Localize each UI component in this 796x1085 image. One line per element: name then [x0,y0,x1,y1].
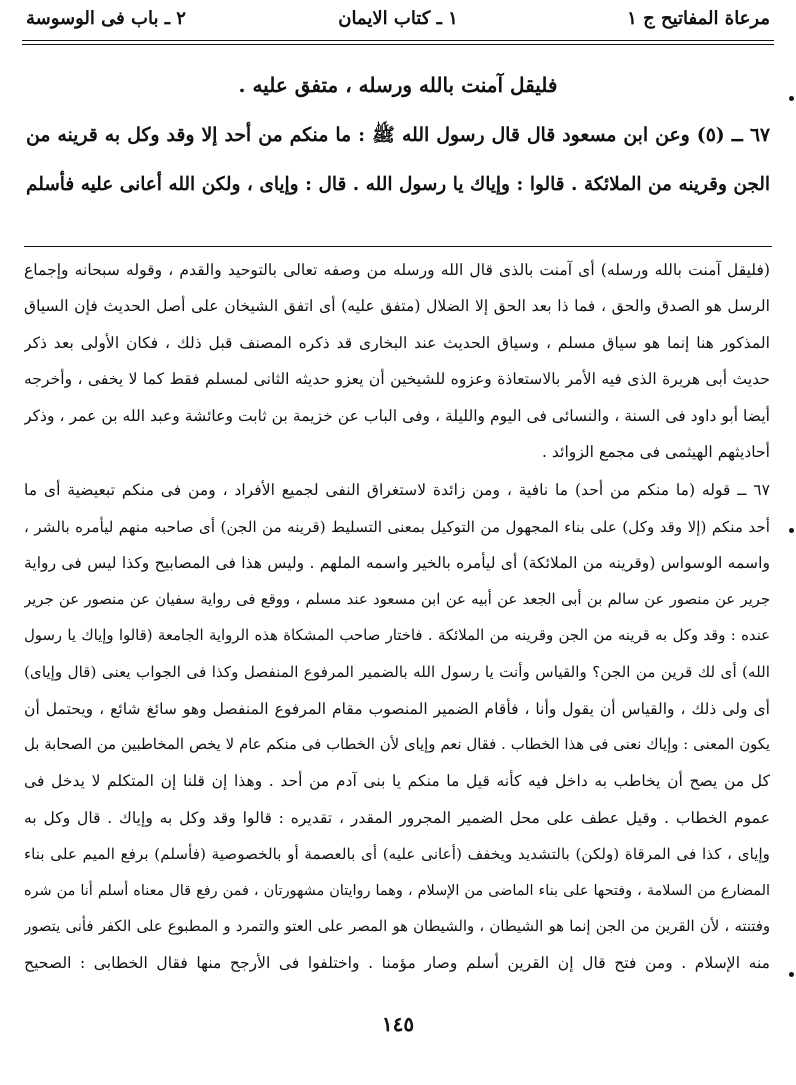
header-book-title: مرعاة المفاتيح ج ١ [627,8,770,29]
commentary-line: المضارع من السلامة ، وفتحها على بناء الماضى من الإسلام ، وهما روايتان مشهورتان ، فمن رفع قال معناه أسلم أنا من شره [24,882,770,899]
commentary-paragraph-1 [24,252,770,470]
commentary-line: وإياى ، كذا فى المرقاة (ولكن) بالتشديد ويخفف (أعانى عليه) أى بالعصمة أو بالخصوصية (فأسلم) برفع الميم على بناء [24,845,770,864]
separator-rule [24,246,772,247]
commentary-line: المذكور هنا إنما هو سياق مسلم ، وسياق الحديث عند البخارى قد ذكره المصنف قبل ذلك ، فكان الأولى بعد ذكر [24,333,770,352]
commentary-line: عنده : وقد وكل به قرينه من الجن وقرينه من الملائكة . فاختار صاحب المشكاة هذه الرواية الجامعة (قالوا وإياك يا رسول [24,626,770,644]
header-section: ٢ ـ باب فى الوسوسة [26,8,186,29]
commentary-line: منه الإسلام . ومن فتح قال إن القرين أسلم وصار مؤمنا . واختلفوا فى الأرجح منها فقال الخطابى : الصحيح [24,954,770,973]
header-rule-thick [22,40,774,41]
commentary-line: عموم الخطاب . وقيل عطف على محل الضمير المجرور المقدر ، تقديره : قالوا وقد وكل به وإياك . قال وكل به [24,808,770,827]
commentary [24,252,770,982]
commentary-line: وفتنته ، لأن القرين من الجن إنما هو الشيطان ، والشيطان هو المصر على العتو والتمرد و المطبوع على الكفر فأنى يتصور [24,918,770,936]
commentary-line: أيضا أبو داود فى السنة ، والنسائى فى اليوم والليلة ، وفى الباب عن خزيمة بن ثابت وعائشة وعبد الله بن عمر ، وذكر [24,406,770,425]
matn-line-2: ٦٧ ــ (٥) وعن ابن مسعود قال قال رسول الله ﷺ : ما منكم من أحد إلا وقد وكل به قرينه من [26,124,770,146]
margin-mark [789,96,794,101]
commentary-line: (فليقل آمنت بالله ورسله) أى آمنت بالذى قال الله ورسله من وصفه تعالى بالتوحيد والقدم ، وقوله سبحانه وإجماع [24,261,770,279]
margin-mark [789,972,794,977]
commentary-line: حديث أبى هريرة الذى فيه الأمر بالاستعاذة وعزوه للشيخين أن يعزو حديثه الثانى لمسلم فقط كما لا يخفى ، وأخرجه [24,370,770,389]
commentary-line: أى ولى ذلك ، والقياس أن يقول وأنا ، فأقام الضمير المنصوب مقام المرفوع المنفصل وهو سائغ شائع ، ويحتمل أن [24,699,770,718]
commentary-line: كل من يصح أن يخاطب به داخل فيه كأنه قيل ما منكم يا بنى آدم من أحد . وهذا إن قلنا إن المتكلم لا يدخل فى [24,772,770,791]
running-header [22,6,774,36]
commentary-line: يكون المعنى : وإياك نعنى فى هذا الخطاب . فقال نعم وإياى لأن الخطاب فى منكم عام لا يخص المخاطبين من الصحابة بل [24,736,770,754]
matn-line-1: فليقل آمنت بالله ورسله ، متفق عليه . [238,73,558,97]
commentary-line: أحد منكم (إلا وقد وكل) على بناء المجهول من التوكيل بمعنى التسليط (قرينه من الجن) أى صاحبه منهم ليأمره بالشر ، [24,517,770,536]
commentary-line: الله) أى لك قرين من الجن؟ والقياس وأنت يا رسول الله بالضمير المرفوع المنفصل وكذا فى الجواب يعنى (قال وإياى) [24,663,770,682]
commentary-paragraph-2 [24,472,770,981]
commentary-line: واسمه الوسواس (وقرينه من الملائكة) أى ليأمره بالخير واسمه الملهم . وليس هذا فى المصابيح وكذا ليس فى رواية [24,554,770,573]
commentary-line: ٦٧ ــ قوله (ما منكم من أحد) ما نافية ، ومن زائدة لاستغراق النفى لجميع الأفراد ، ومن فى منكم تبعيضية أى ما [24,481,770,500]
hadith-text [26,60,770,210]
matn-line-3: الجن وقرينه من الملائكة . قالوا : وإياك يا رسول الله . قال : وإياى ، ولكن الله أعانى عليه فأسلم [26,174,770,195]
header-chapter: ١ ـ كتاب الايمان [338,8,458,29]
margin-mark [789,528,794,533]
commentary-line: أحاديثهم الهيثمى فى مجمع الزوائد . [542,442,770,461]
header-rule-thin [22,44,774,45]
page-number: ١٤٥ [381,1012,415,1036]
commentary-line: جرير عن منصور عن سالم بن أبى الجعد عن أبيه عن ابن مسعود عند مسلم ، ووقع فى رواية سفيان عن منصور عن جرير [24,590,770,608]
commentary-line: الرسل هو الصدق والحق ، فما ذا بعد الحق إلا الضلال (متفق عليه) أى اتفق الشيخان على أصل الحديث فإن السياق [24,297,770,316]
